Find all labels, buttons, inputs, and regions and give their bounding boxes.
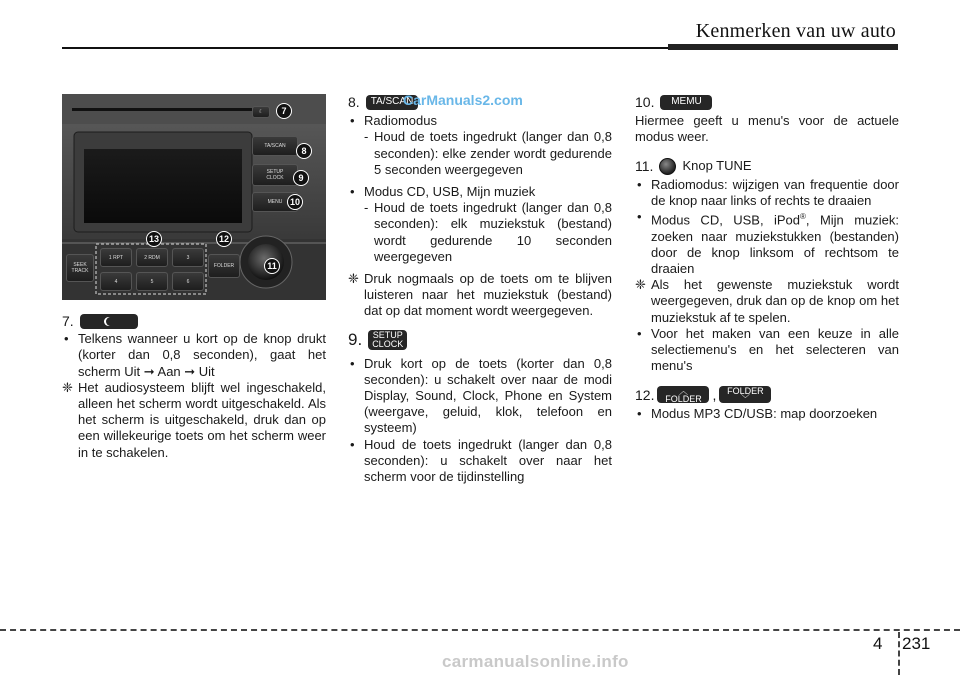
seek-track-label: SEEK TRACK [71, 262, 89, 274]
item-7-number: 7. [62, 313, 74, 329]
callout-11: 11 [264, 258, 280, 274]
tune-knob-icon [659, 158, 676, 175]
folder-down-key-label: FOLDER [727, 385, 764, 396]
item-10-title [635, 94, 899, 110]
menu-key: MEMU [660, 95, 712, 110]
preset-1-image [100, 248, 132, 267]
callout-9: 9 [293, 170, 309, 186]
item-11-bullet-2 [635, 209, 899, 277]
item-7-title [62, 313, 326, 329]
item-8-dash-1: - Houd de toets ingedrukt (langer dan 0,8 seconden): elke zender wordt gedurende 5 seconden weergegeven [348, 129, 612, 178]
item-11-bullet-3: • Voor het maken van een keuze in alle selectiemenu's en het selecteren van menu's [635, 326, 899, 375]
display-button-image [252, 106, 270, 118]
item-9-title [348, 330, 612, 350]
item-7-bullet: • Telkens wanneer u kort op de knop drukt (korter dan 0,8 seconden), gaat het scherm Uit ➞ Aan ➞ Uit [62, 331, 326, 380]
chapter-number: 4 [873, 634, 883, 653]
item-9-number: 9. [348, 329, 363, 349]
item-7-note [62, 380, 326, 461]
item-10-text: Hiermee geeft u menu's voor de actuele modus weer. [635, 113, 899, 145]
moon-icon: ☾ [258, 109, 264, 115]
preset-3-label: 3 [186, 254, 190, 261]
preset-6-image [172, 272, 204, 291]
footer-rule [0, 629, 960, 631]
item-8-number: 8. [348, 94, 360, 110]
setup-clock-key-line1: SETUP [372, 329, 403, 340]
item-9-bullet-2: • Houd de toets ingedrukt (langer dan 0,8 seconden): u schakelt over naar het scherm voor de tijdinstelling [348, 437, 612, 486]
item-8-bullet-1: • Radiomodus [348, 113, 612, 129]
section-title: Kenmerken van uw auto [695, 20, 896, 42]
setup-clock-key [368, 330, 407, 350]
item-12-number: 12. [635, 386, 655, 403]
item-9-bullet-1: • Druk kort op de toets (korter dan 0,8 seconden): u schakelt over naar de modi Display, Sound, Clock, Phone en System (weergave, geluid, klok, telefoon en systeem) [348, 356, 612, 437]
item-11-label: Knop TUNE [682, 158, 752, 173]
folder-up-key [657, 386, 709, 403]
item-12-bullet: • Modus MP3 CD/USB: map doorzoeken [635, 406, 899, 422]
moon-icon [106, 317, 115, 326]
preset-5-image [136, 272, 168, 291]
item-8-note [348, 271, 612, 320]
preset-3-image [172, 248, 204, 267]
preset-2-label: 2 RDM [144, 254, 160, 261]
footer-watermark: carmanualsonline.info [442, 652, 629, 671]
note-mark: ❈ [348, 271, 359, 287]
item-11-number: 11. [635, 158, 654, 174]
note-mark: ❈ [62, 379, 73, 395]
display-off-key [80, 314, 138, 329]
item-12-separator: , [712, 386, 717, 403]
callout-13: 13 [146, 231, 162, 247]
item-7-note-text: Het audiosysteem blijft wel ingeschakeld, alleen het scherm wordt uitgeschakeld. Als het scherm is uitgeschakeld, druk dan op een willekeurige toets om het scherm weer in te schakelen. [78, 379, 326, 460]
preset-2-image [136, 248, 168, 267]
overlay-watermark: CarManuals2.com [403, 92, 523, 108]
registered-mark: ® [800, 212, 806, 222]
item-10-number: 10. [635, 94, 655, 110]
setup-clock-button-image [252, 164, 298, 186]
ta-scan-label: TA/SCAN [264, 143, 286, 149]
item-8-note-text: Druk nogmaals op de toets om te blijven luisteren naar het muziekstuk (bestand) dat op dat moment wordt weergegeven. [364, 271, 612, 319]
column-3 [635, 94, 899, 423]
folder-up-key-label: FOLDER [665, 393, 702, 404]
item-12-title [635, 386, 899, 403]
note-mark: ❈ [635, 277, 646, 293]
callout-7: 7 [276, 103, 292, 119]
header-rule-accent [668, 44, 898, 50]
chevron-down-icon: ﹀ [740, 393, 750, 404]
item-11-bullet-1: • Radiomodus: wijzigen van frequentie door de knop naar links of rechts te draaien [635, 177, 899, 209]
seek-track-button-image [66, 254, 94, 282]
footer-divider [898, 632, 900, 675]
preset-4-label: 4 [114, 278, 118, 285]
radio-panel-image [62, 94, 326, 300]
setup-clock-key-line2: CLOCK [372, 338, 404, 349]
preset-5-label: 5 [150, 278, 154, 285]
preset-1-label: 1 RPT [108, 254, 124, 261]
column-2 [348, 94, 612, 485]
preset-4-image [100, 272, 132, 291]
ta-scan-button-image [252, 136, 298, 156]
item-8-dash-2: - Houd de toets ingedrukt (langer dan 0,8 seconden): elk muziekstuk (bestand) wordt gedurende 10 seconden weergegeven [348, 200, 612, 265]
column-1 [62, 313, 326, 461]
callout-8: 8 [296, 143, 312, 159]
menu-label: MENU [267, 199, 283, 205]
page-number: 231 [902, 634, 931, 653]
folder-label: FOLDER [213, 263, 235, 269]
item-11-bullet-2-a: Modus CD, USB, iPod [651, 212, 801, 228]
item-11-note [635, 277, 899, 326]
item-11-bullet-2-b: , Mijn muziek: zoeken naar muziekstukken (bestanden) door de knop linksom of rechtsom te draaien [651, 212, 899, 276]
ta-scan-key: TA/SCAN [366, 95, 419, 110]
setup-clock-label: SETUP CLOCK [266, 169, 284, 181]
item-8-bullet-2: • Modus CD, USB, Mijn muziek [348, 184, 612, 200]
callout-10: 10 [287, 194, 303, 210]
callout-12: 12 [216, 231, 232, 247]
folder-button-image [208, 254, 240, 278]
folder-down-key [719, 386, 771, 403]
item-11-note-text: Als het gewenste muziekstuk wordt weergegeven, druk dan op de knop om het muziekstuk af te spelen. [651, 277, 899, 325]
preset-6-label: 6 [186, 278, 190, 285]
item-11-title [635, 158, 899, 175]
chevron-up-icon: ︿ [678, 385, 688, 396]
